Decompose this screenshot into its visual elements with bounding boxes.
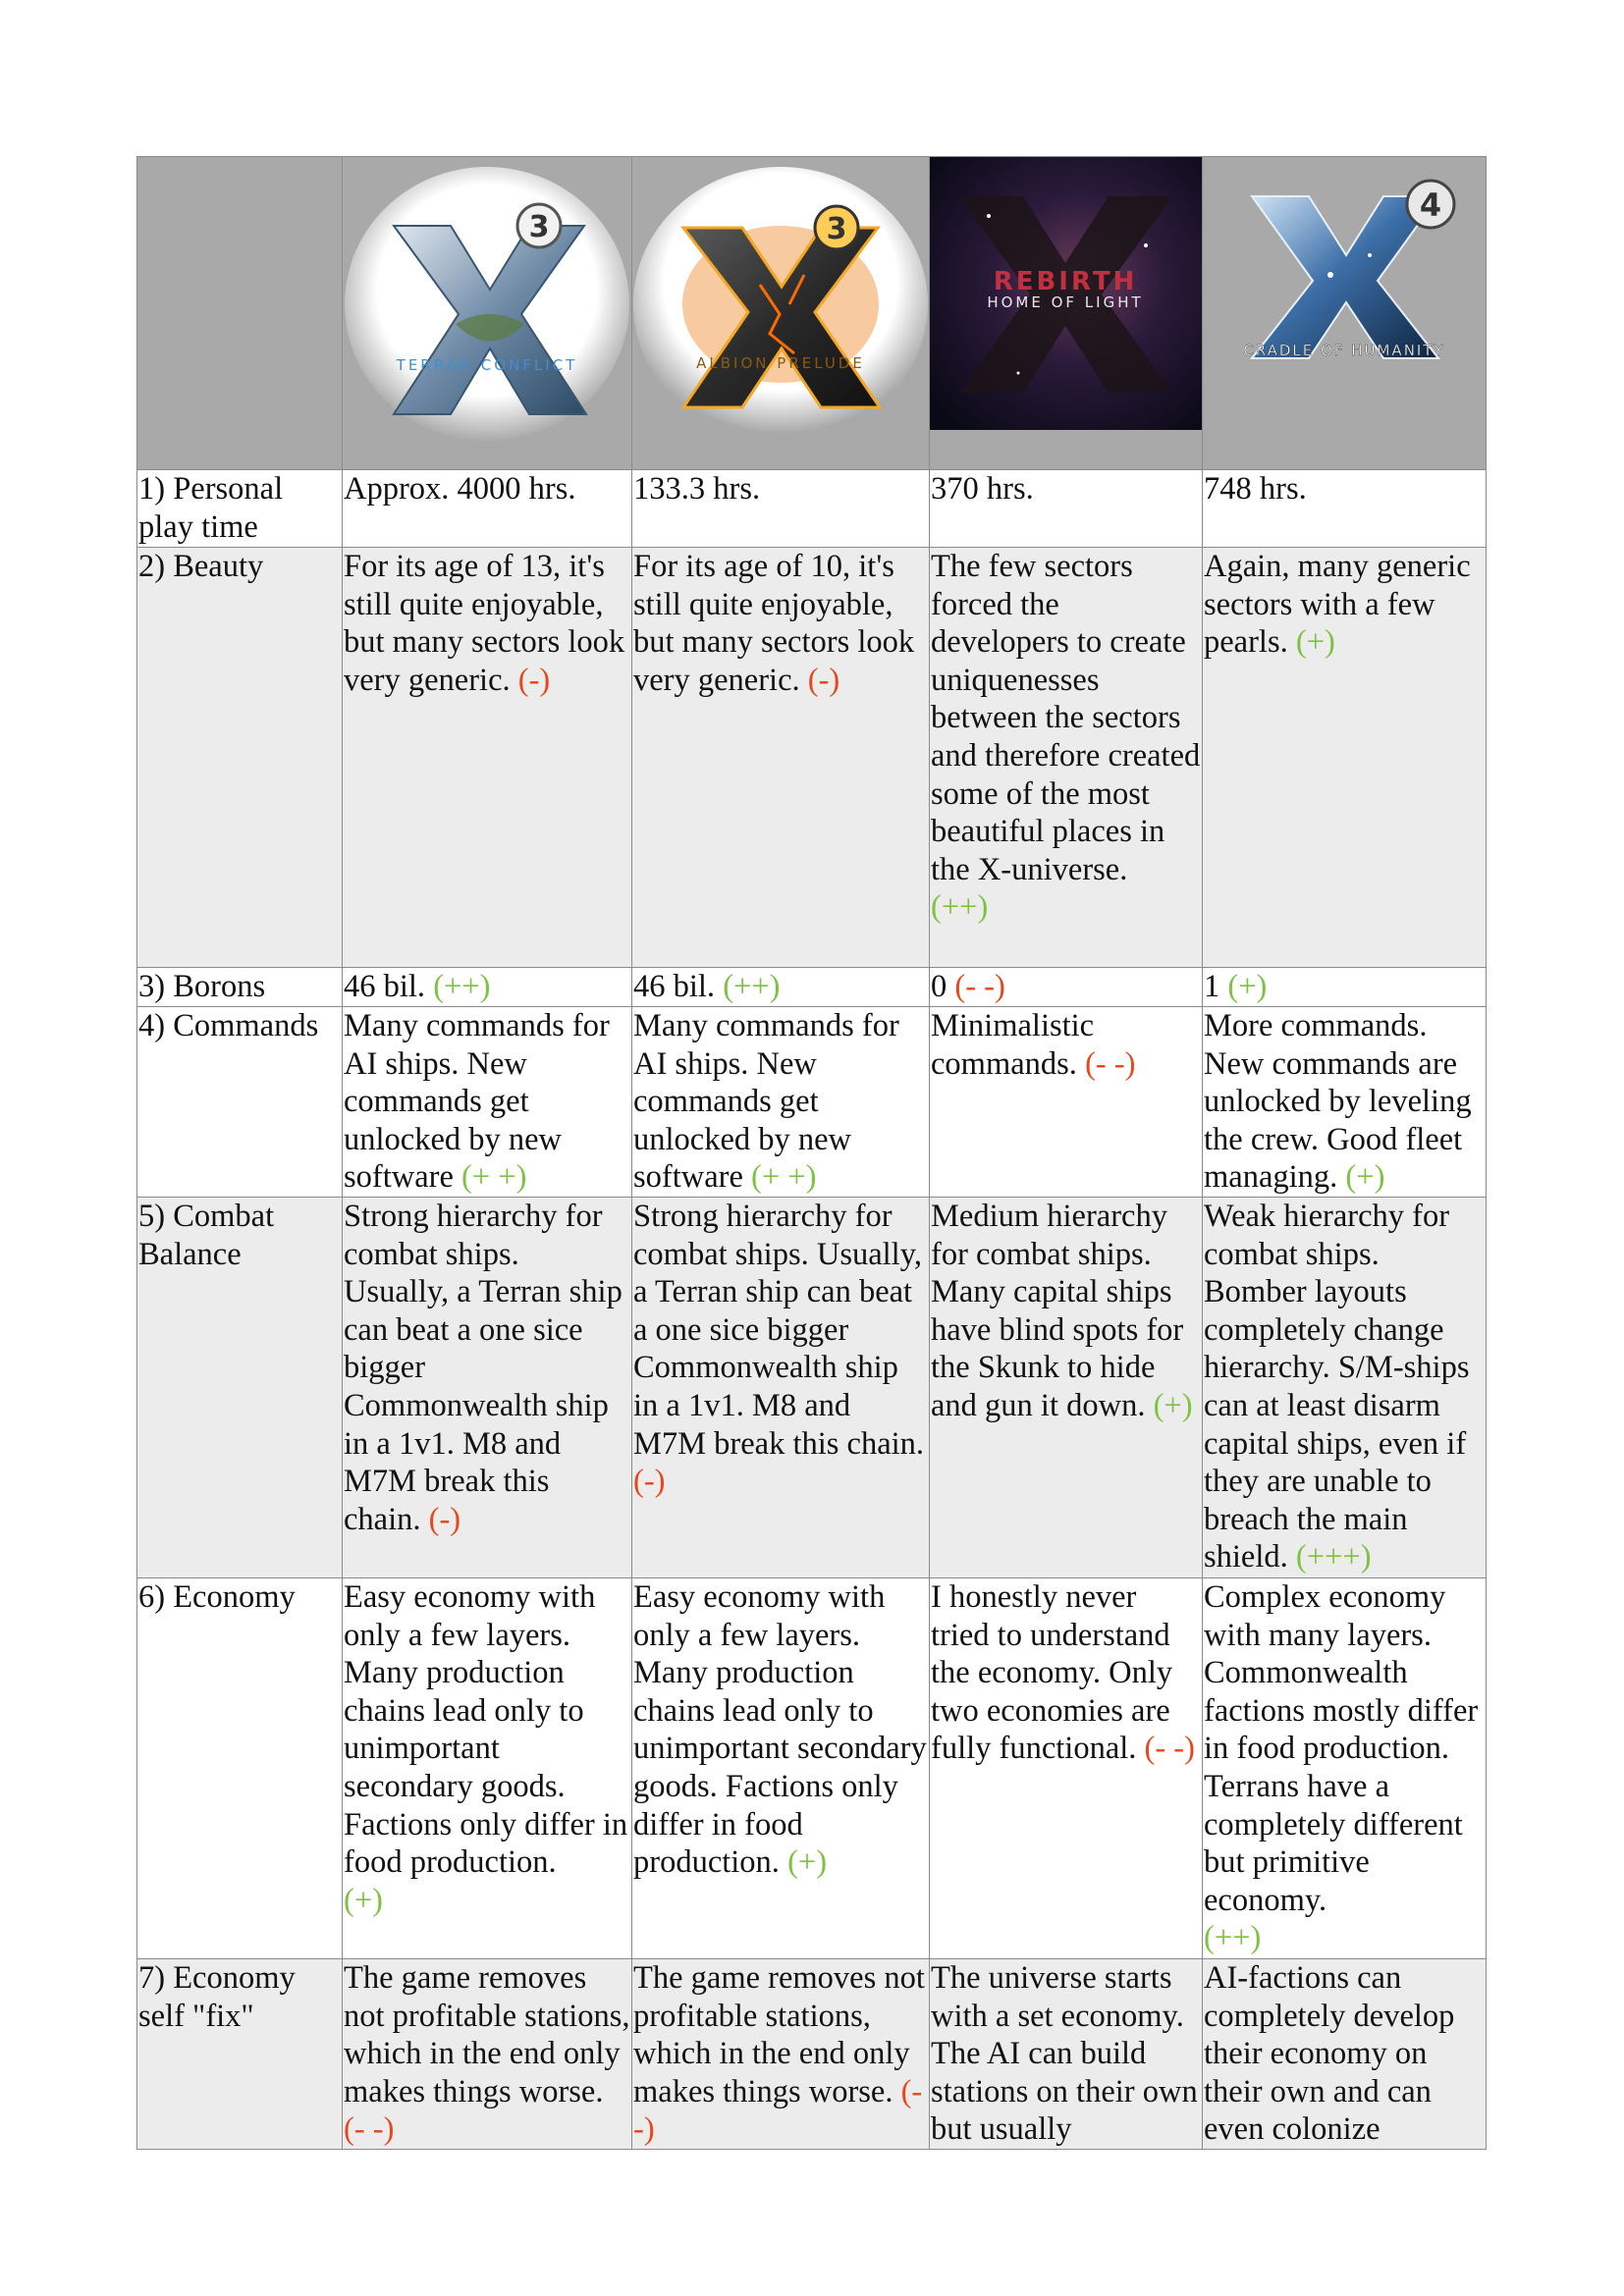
rating-minus: (-) [807,662,840,698]
row-label: 2) Beauty [137,548,343,968]
cell-x3tc: Easy economy with only a few layers. Many production chains lead only to unimportant secondary goods. Factions only differ in food production. (+) [343,1578,632,1959]
rating-minus: (- -) [954,969,1005,1004]
cell-xr: Medium hierarchy for combat ships. Many capital ships have blind spots for the Skunk to hide and gun it down. (+) [930,1198,1203,1578]
table-row [137,470,1487,548]
header-cell-x3tc [343,157,632,470]
cell-x3tc: Many commands for AI ships. New commands get unlocked by new software (+ +) [343,1007,632,1198]
x4-cradle-of-humanity-logo [1203,157,1486,469]
rating-plus: (+) [787,1844,828,1881]
rating-plus: (+) [1227,969,1268,1004]
cell-x4: More commands. New commands are unlocked by leveling the crew. Good fleet managing. (+) [1203,1007,1487,1198]
rating-minus: (- -) [344,2111,395,2148]
cell-x3ap: For its age of 10, it's still quite enjoyable, but many sectors look very generic. (-) [632,548,930,968]
cell-xr: I honestly never tried to understand the economy. Only two economies are fully functional. (- -) [930,1578,1203,1959]
rating-minus: (-) [428,1501,461,1537]
cell-x4: 748 hrs. [1203,470,1487,548]
rating-minus: (-) [633,1464,666,1500]
rating-minus: (- -) [1085,1045,1136,1082]
comparison-table [136,156,1487,2150]
row-label: 5) Combat Balance [137,1198,343,1578]
cell-xr: The universe starts with a set economy. The AI can build stations on their own but usually [930,1959,1203,2150]
row-label: 6) Economy [137,1578,343,1959]
rating-minus: (- -) [633,2073,923,2148]
header-row [137,157,1487,470]
header-cell-xr [930,157,1203,470]
cell-xr: 370 hrs. [930,470,1203,548]
cell-x3tc: 46 bil. (++) [343,968,632,1007]
cell-x4: AI-factions can completely develop their economy on their own and can even colonize [1203,1959,1487,2150]
rating-plus: (++) [931,889,989,926]
cell-xr: Minimalistic commands. (- -) [930,1007,1203,1198]
rating-minus: (- -) [1144,1731,1195,1767]
header-empty-cell [137,157,343,470]
svg-text:REBIRTH: REBIRTH [993,267,1138,296]
cell-x4: Weak hierarchy for combat ships. Bomber layouts completely change hierarchy. S/M-ships can at least disarm capital ships, even if they are unable to breach the main shield. (+++) [1203,1198,1487,1578]
svg-text:TERRAN CONFLICT: TERRAN CONFLICT [396,356,578,374]
cell-x3ap: 133.3 hrs. [632,470,930,548]
cell-x3tc: Strong hierarchy for combat ships. Usually, a Terran ship can beat a one sice bigger Commonwealth ship in a 1v1. M8 and M7M break this chain. (-) [343,1198,632,1578]
cell-xr: 0 (- -) [930,968,1203,1007]
rating-plus: (+ +) [751,1159,817,1196]
cell-xr: The few sectors forced the developers to create uniquenesses between the sectors and therefore created some of the most beautiful places in the X-universe. (++) [930,548,1203,968]
cell-x3tc: Approx. 4000 hrs. [343,470,632,548]
x-rebirth-logo [930,157,1202,469]
header-cell-x3ap [632,157,930,470]
x3-terran-conflict-logo [343,157,631,469]
cell-x3ap: Easy economy with only a few layers. Many production chains lead only to unimportant secondary goods. Factions only differ in food production. (+) [632,1578,930,1959]
cell-x4: 1 (+) [1203,968,1487,1007]
cell-x3ap: 46 bil. (++) [632,968,930,1007]
svg-text:3: 3 [826,212,847,246]
svg-text:HOME OF LIGHT: HOME OF LIGHT [987,294,1144,311]
cell-x4: Again, many generic sectors with a few pearls. (+) [1203,548,1487,968]
cell-x3tc: For its age of 13, it's still quite enjoyable, but many sectors look very generic. (-) [343,548,632,968]
x3-albion-prelude-logo [632,157,929,469]
row-label: 4) Commands [137,1007,343,1198]
rating-plus: (+) [344,1882,383,1918]
rating-plus: (+ +) [461,1159,527,1196]
rating-plus: (++) [1204,1920,1262,1956]
cell-x4: Complex economy with many layers. Commonwealth factions mostly differ in food production. Terrans have a completely different but primitive economy. (++) [1203,1578,1487,1959]
rating-plus: (+) [1345,1159,1385,1196]
cell-x3tc: The game removes not profitable stations, which in the end only makes things worse. (- -) [343,1959,632,2150]
rating-plus: (+) [1153,1387,1193,1423]
table-row [137,968,1487,1007]
cell-x3ap: Many commands for AI ships. New commands get unlocked by new software (+ +) [632,1007,930,1198]
table-row [137,548,1487,968]
rating-minus: (-) [517,662,551,698]
table-row [137,1578,1487,1959]
svg-text:4: 4 [1419,187,1442,224]
svg-text:3: 3 [528,210,550,244]
svg-text:CRADLE OF HUMANITY: CRADLE OF HUMANITY [1243,342,1445,359]
row-label: 1) Personal play time [137,470,343,548]
cell-x3ap: Strong hierarchy for combat ships. Usually, a Terran ship can beat a one sice bigger Commonwealth ship in a 1v1. M8 and M7M break this chain. (-) [632,1198,930,1578]
cell-x3ap: The game removes not profitable stations, which in the end only makes things worse. (- -) [632,1959,930,2150]
header-cell-x4 [1203,157,1487,470]
svg-text:ALBION PRELUDE: ALBION PRELUDE [696,354,865,372]
row-label: 3) Borons [137,968,343,1007]
table-row [137,1959,1487,2150]
rating-plus: (+) [1295,624,1335,661]
rating-plus: (++) [723,969,781,1004]
table-row [137,1198,1487,1578]
rating-plus: (+++) [1295,1539,1372,1575]
rating-plus: (++) [433,969,491,1004]
table-row [137,1007,1487,1198]
row-label: 7) Economy self "fix" [137,1959,343,2150]
